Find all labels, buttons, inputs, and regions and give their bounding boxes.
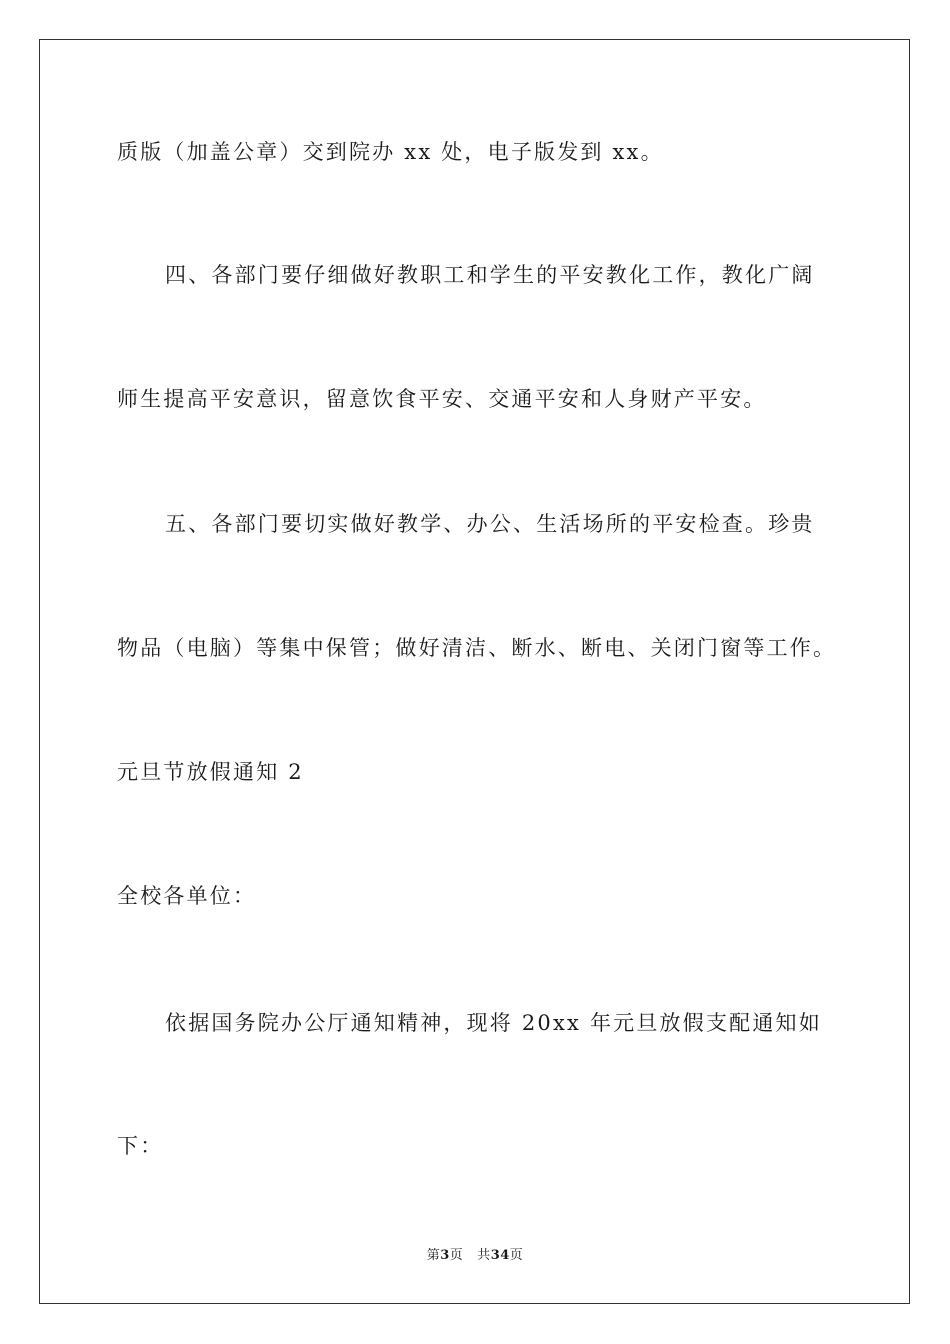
footer-total-prefix: 共 <box>477 1248 491 1263</box>
body-line-7: 下： <box>117 1134 164 1158</box>
salutation: 全校各单位： <box>117 884 257 908</box>
current-page-number: 3 <box>440 1248 450 1263</box>
body-line-5: 物品（电脑）等集中保管；做好清洁、断水、断电、关闭门窗等工作。 <box>117 636 837 660</box>
body-line-6: 依据国务院办公厅通知精神，现将 20xx 年元旦放假支配通知如 <box>165 1011 822 1035</box>
body-line-4: 五、各部门要切实做好教学、办公、生活场所的平安检查。珍贵 <box>165 512 815 536</box>
page-border <box>39 39 910 1304</box>
section-heading: 元旦节放假通知 2 <box>117 760 304 784</box>
body-line-3: 师生提高平安意识，留意饮食平安、交通平安和人身财产平安。 <box>117 387 767 411</box>
body-line-1: 质版（加盖公章）交到院办 xx 处，电子版发到 xx。 <box>117 140 664 164</box>
footer-total-suffix: 页 <box>509 1248 524 1263</box>
total-page-count: 34 <box>490 1248 510 1263</box>
body-line-2: 四、各部门要仔细做好教职工和学生的平安教化工作，教化广阔 <box>165 263 815 287</box>
footer-page-suffix: 页 <box>449 1248 464 1263</box>
footer-prefix: 第 <box>426 1248 441 1263</box>
page-footer <box>0 1244 950 1263</box>
